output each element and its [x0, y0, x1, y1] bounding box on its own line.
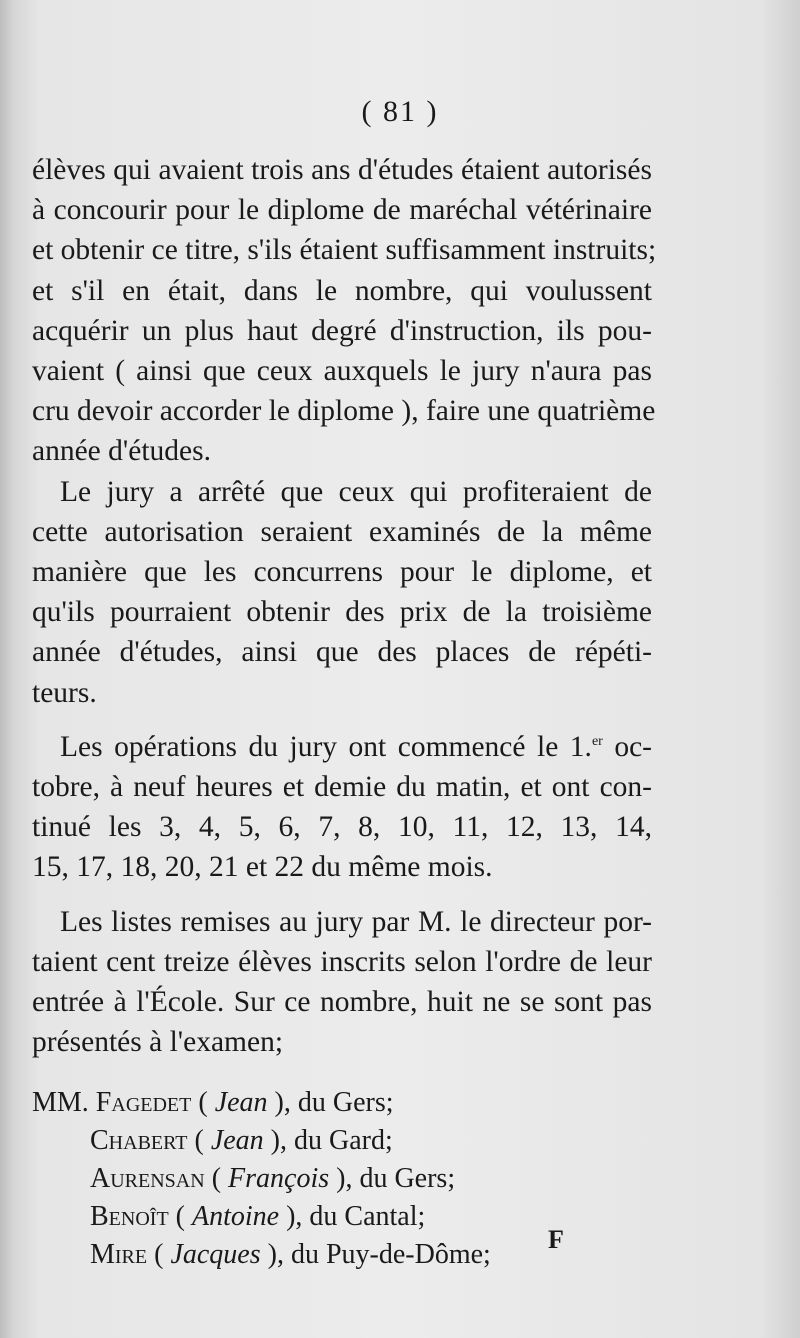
text-line: Le jury a arrêté que ceux qui profiteraient de [60, 475, 652, 508]
text-fragment: Les opérations du jury ont commencé le 1. [60, 730, 592, 763]
list-item: MM. Fagedet ( Jean ), du Gers; [32, 1087, 394, 1119]
text-line: et s'il en était, dans le nombre, qui voulussent [32, 274, 652, 307]
list-item: Aurensan ( François ), du Gers; [90, 1163, 456, 1195]
place: , du Gers; [283, 1087, 394, 1119]
place: , du Gers; [345, 1163, 456, 1195]
paragraph-2 [32, 472, 652, 713]
list-item: Chabert ( Jean ), du Gard; [90, 1125, 393, 1157]
text-line: cru devoir accorder le diplome ), faire une quatrième [32, 395, 656, 428]
list-item: Benoît ( Antoine ), du Cantal; [90, 1201, 426, 1233]
paragraph-gap [32, 888, 652, 902]
surname: Chabert [90, 1125, 188, 1157]
given-name: François [228, 1163, 330, 1195]
given-name: Antoine [191, 1201, 280, 1233]
given-name: Jean [214, 1087, 268, 1119]
given-name: Jacques [170, 1239, 261, 1271]
text-line: vaient ( ainsi que ceux auxquels le jury n'aura pas [32, 355, 652, 388]
paragraph-3 [32, 727, 652, 888]
name-prefix: MM. [32, 1087, 89, 1119]
text-line: teurs. [32, 676, 97, 709]
text-line: cette autorisation seraient examinés de la même [32, 515, 652, 548]
text-line: et obtenir ce titre, s'ils étaient suffisamment instruits; [32, 234, 657, 267]
text-line: taient cent treize élèves inscrits selon l'ordre de leur [32, 945, 652, 978]
paragraph-gap [32, 1062, 652, 1084]
paragraph-4 [32, 902, 652, 1063]
surname: Fagedet [95, 1087, 192, 1119]
text-line: tobre, à neuf heures et demie du matin, et ont con- [32, 771, 652, 804]
ordinal-superscript: er [591, 734, 603, 750]
text-line: à concourir pour le diplome de maréchal vétérinaire [32, 194, 652, 227]
text-line: acquérir un plus haut degré d'instruction, ils pou- [32, 314, 652, 347]
surname: Benoît [90, 1201, 169, 1233]
text-line: Les listes remises au jury par M. le directeur por- [60, 905, 652, 938]
text-line: entrée à l'École. Sur ce nombre, huit ne se sont pas [32, 986, 652, 1019]
text-fragment: oc- [602, 730, 653, 763]
text-line: année d'études, ainsi que des places de répéti- [32, 636, 652, 669]
text-line [32, 727, 652, 767]
text-line: manière que les concurrens pour le diplome, et [32, 556, 652, 589]
text-line: 15, 17, 18, 20, 21 et 22 du même mois. [32, 851, 493, 884]
text-line: présentés à l'examen; [32, 1026, 284, 1059]
place: , du Cantal; [295, 1201, 426, 1233]
given-name: Jean [210, 1125, 264, 1157]
surname: Mire [90, 1239, 148, 1271]
paragraph-1 [32, 150, 657, 472]
text-body [32, 150, 657, 1274]
text-line: qu'ils pourraient obtenir des prix de la troisième [32, 596, 652, 629]
signature-mark: F [548, 1225, 564, 1254]
place: , du Gard; [280, 1125, 393, 1157]
list-item: Mire ( Jacques ), du Puy-de-Dôme; [90, 1239, 491, 1271]
page-number-header: ( 81 ) [361, 95, 439, 128]
place: , du Puy-de-Dôme; [276, 1239, 491, 1271]
text-line: tinué les 3, 4, 5, 6, 7, 8, 10, 11, 12, 13, 14, [32, 811, 652, 844]
paragraph-gap [32, 713, 652, 727]
surname: Aurensan [90, 1163, 205, 1195]
text-line: élèves qui avaient trois ans d'études étaient autorisés [32, 154, 652, 186]
text-line: année d'études. [32, 435, 211, 468]
